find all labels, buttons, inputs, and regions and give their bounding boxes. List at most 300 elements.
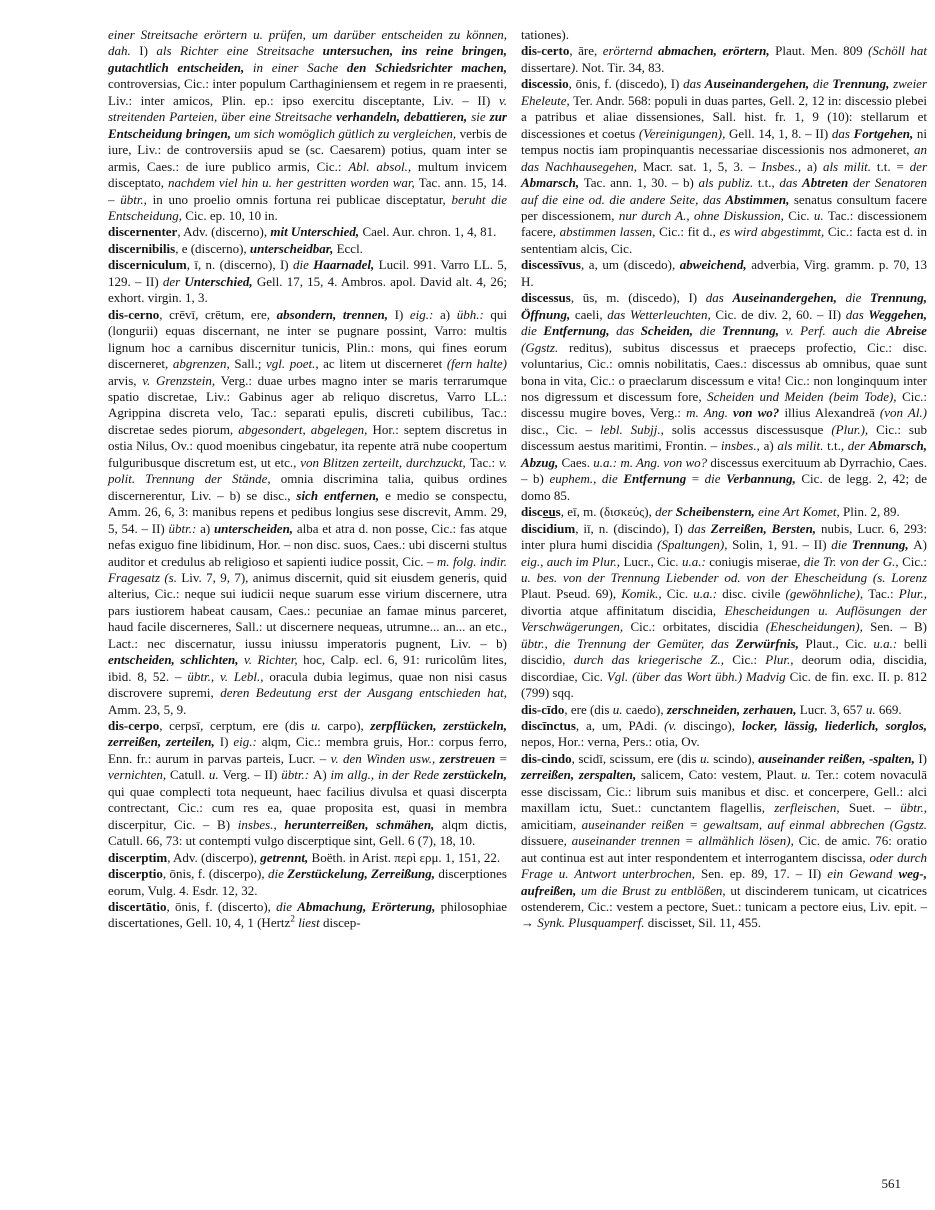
text-run: mit Unterschied, bbox=[270, 224, 363, 240]
text-run: Sen. – B) bbox=[870, 619, 927, 635]
text-run: der Senatoren auf die eine od. die andere Seite, das bbox=[521, 175, 927, 207]
entry-discerptim bbox=[108, 850, 507, 866]
text-run: ein Gewand bbox=[827, 866, 899, 882]
text-run: oder durch Frage u. Antwort unterbrochen, bbox=[521, 849, 927, 882]
entry-discertatio bbox=[108, 899, 507, 932]
text-run: Weggehen, bbox=[868, 306, 927, 322]
text-run: , āre, bbox=[569, 43, 603, 59]
text-run: zur Entscheidung bringen, bbox=[108, 109, 507, 141]
text-run: u. bbox=[801, 767, 816, 783]
text-run: um sich womöglich gütlich zu vergleichen, bbox=[234, 125, 460, 141]
text-run: als Richter eine Streitsache bbox=[156, 43, 323, 59]
text-run: abgesondert, abgelegen, bbox=[238, 421, 373, 437]
text-run: das Wetterleuchten, bbox=[607, 306, 716, 322]
entry-discernenter bbox=[108, 224, 507, 240]
text-run: Tac. ann. 15, 14. – bbox=[108, 175, 508, 207]
text-run: Sall.; bbox=[234, 356, 266, 372]
text-run: carpo), bbox=[327, 718, 371, 734]
text-run: oracula dubia legimus, quae non nisi casus discrovere supremi, bbox=[108, 668, 508, 701]
text-run: Cael. Aur. chron. 1, 4, 81. bbox=[362, 224, 497, 240]
text-run: Abreise bbox=[886, 323, 927, 339]
text-run: , e (discerno), bbox=[175, 240, 250, 256]
text-run: (fern halte) bbox=[446, 356, 507, 372]
text-run: Amm. 23, 5, 9. bbox=[108, 701, 187, 717]
text-run: discīnctus bbox=[521, 718, 576, 734]
text-run: amicitiam, bbox=[521, 816, 582, 832]
text-run: Catull. bbox=[170, 767, 209, 783]
text-run: Lucil. 991. Varro LL. 5, 129. – II) bbox=[108, 257, 507, 289]
text-run: Solin, 1, 91. – II) bbox=[732, 537, 832, 553]
text-run: Ter. Andr. 568: populi in duas partes, Gell. 2, 12 in: discessio plebei a patribus et aliae dissensiones, Sall. hist. fr. 1, 9 (10): stellarum et discessiones et coetus bbox=[521, 92, 927, 141]
text-run: 2 bbox=[290, 914, 295, 925]
text-run: verbis de iure, Liv.: de controversiis apud se (sc. Caesarem) potius, quam inter se armis, Caes.: de iure publico armis, Cic.: bbox=[108, 125, 507, 174]
text-run: I) bbox=[394, 306, 410, 322]
text-run: discep- bbox=[322, 915, 361, 931]
text-run: zerpflücken, zerstückeln, zerreißen, zerteilen, bbox=[108, 718, 507, 750]
text-run: der bbox=[847, 438, 869, 454]
text-run: arvis, bbox=[108, 372, 143, 388]
text-run: m. Ang. bbox=[686, 405, 734, 421]
text-run: I) bbox=[139, 43, 157, 59]
text-run: , a, um, PAdi. bbox=[575, 718, 665, 734]
text-run: v. Grenzstein, bbox=[142, 372, 221, 388]
text-run: liest bbox=[294, 915, 323, 931]
text-run: abgrenzen, bbox=[172, 356, 235, 372]
text-run: übtr.: bbox=[168, 520, 201, 536]
text-run: (Ehescheidungen), bbox=[765, 619, 871, 635]
text-run: übtr.: bbox=[281, 767, 313, 783]
text-run: , ōnis, f. (discedo), I) bbox=[568, 76, 684, 92]
text-run: als milit. bbox=[777, 438, 828, 454]
text-run: Cic. bbox=[666, 586, 694, 602]
text-run: Plaut., Cic. bbox=[805, 635, 874, 651]
text-run: nur durch A., ohne Diskussion, bbox=[618, 207, 789, 223]
entry-discernibilis bbox=[108, 241, 507, 257]
text-run: Zerreißen, Bersten, bbox=[710, 520, 821, 536]
text-run: Abmachung, Erörterung, bbox=[297, 899, 441, 915]
text-run: der bbox=[162, 273, 185, 289]
text-run: das bbox=[683, 76, 705, 92]
text-run: (Spaltungen), bbox=[657, 537, 733, 553]
text-run: 669. bbox=[878, 701, 902, 717]
text-run: dis-cindo bbox=[521, 750, 572, 766]
text-run: , ī, n. (discerno), I) bbox=[186, 257, 293, 273]
text-run: u. bbox=[612, 701, 626, 717]
text-run: Entfernung bbox=[623, 471, 692, 487]
text-run: übtr., bbox=[120, 191, 153, 207]
text-run: discessio bbox=[521, 76, 569, 92]
text-run: Zerwürfnis, bbox=[735, 635, 806, 651]
text-run: das bbox=[687, 520, 711, 536]
entry-discessivus bbox=[521, 257, 927, 290]
text-run: den Schiedsrichter machen, bbox=[346, 59, 507, 75]
text-run: lebl. Subjj., bbox=[600, 421, 672, 437]
text-run: Cic. de fin. exc. II. p. 812 (799) sqq. bbox=[521, 668, 927, 701]
text-run: hoc, Calp. ecl. 6, 91: ruricolûm lites, ibid. 8, 52. – bbox=[108, 652, 507, 684]
text-run: v. Richter, bbox=[243, 652, 304, 668]
text-run: qui (longurii) equas discernant, ne inter se pugnare possint, Varro: multis lignum hoc a carnibus discernitur tunicis, Plin.: mons, qui fines eorum discerneret, bbox=[108, 306, 507, 372]
text-run: deren Bedeutung erst der Ausgang entschieden hat, bbox=[220, 685, 507, 701]
text-run: , ōnis, f. (discerpo), bbox=[162, 866, 268, 882]
text-run: belli discidio, bbox=[521, 635, 927, 668]
text-run: discessus exercituum ab Dyrrachio, Caes. – b) bbox=[521, 454, 927, 487]
text-run: auseinander reißen = gewaltsam, auf einmal abbrechen (Ggstz. bbox=[581, 816, 928, 832]
text-run: übtr., bbox=[900, 800, 928, 816]
entry-discepto-continuation bbox=[108, 27, 507, 224]
text-run: (von Al.) bbox=[879, 405, 928, 421]
text-run: beruht die Entscheidung, bbox=[108, 191, 508, 223]
text-run: zerschneiden, zerhauen, bbox=[666, 701, 800, 717]
text-run: deorum odia, discidia, discordiae, Cic. bbox=[521, 652, 928, 684]
text-run: unterscheidbar, bbox=[249, 240, 337, 256]
text-run: Suet. – bbox=[848, 800, 901, 816]
text-run: Zerstückelung, Zerreißung, bbox=[287, 866, 439, 882]
text-run: dis-cerno bbox=[108, 306, 160, 322]
text-run: Cic. de div. 2, 60. – II) bbox=[715, 306, 846, 322]
text-run: discerptim bbox=[108, 849, 168, 865]
right-column bbox=[521, 27, 927, 932]
text-run: Tac.: bbox=[868, 586, 899, 602]
text-run: (Schöll hat bbox=[868, 43, 927, 59]
text-run: A) bbox=[312, 767, 331, 783]
text-run: auseinander trennen = allmählich lösen), bbox=[571, 833, 799, 849]
text-run: die bbox=[268, 866, 288, 882]
text-run: u. bbox=[208, 767, 223, 783]
text-run: auseinander reißen, -spalten, bbox=[758, 750, 919, 766]
text-run: , crēvī, crētum, ere, bbox=[159, 306, 277, 322]
text-run: übh.: bbox=[456, 306, 491, 322]
text-run: das bbox=[831, 125, 854, 141]
text-run: Abmarsch, Abzug, bbox=[521, 438, 927, 470]
text-run: Trennung, Öffnung, bbox=[521, 290, 927, 322]
text-run: t.t., bbox=[757, 175, 780, 191]
text-run: discessus bbox=[521, 290, 571, 306]
text-run: Insbes., bbox=[761, 158, 807, 174]
text-run: Tac. ann. 1, 30. – b) bbox=[583, 175, 699, 191]
text-run: sie bbox=[471, 109, 490, 125]
text-run: disc bbox=[521, 504, 543, 520]
text-run: discerptiones eorum, Vulg. 4. Esdr. 12, 32. bbox=[108, 866, 507, 898]
text-run: discernenter bbox=[108, 224, 178, 240]
text-run: Entfernung, bbox=[543, 323, 617, 339]
text-run: tationes). bbox=[521, 27, 570, 42]
left-column bbox=[108, 27, 507, 932]
text-run: = bbox=[499, 750, 507, 766]
text-run: Plur., bbox=[765, 652, 802, 668]
text-run: dissuere, bbox=[521, 833, 572, 849]
text-run: übtr., die Trennung der Gemüter, das bbox=[521, 635, 736, 651]
text-run: discerniculum bbox=[108, 257, 187, 273]
text-run: I) bbox=[219, 734, 234, 750]
text-run: Abstimmen, bbox=[725, 191, 794, 207]
text-run: m. folg. indir. Fragesatz (s. bbox=[108, 553, 507, 585]
text-run: Cic. ep. 10, 10 in. bbox=[185, 207, 278, 223]
text-run: Abtreten bbox=[802, 175, 853, 191]
text-run: Plaut. Pseud. 69), bbox=[521, 586, 622, 602]
text-run: Boëth. in Arist. περὶ ερμ. 1, 151, 22. bbox=[311, 849, 501, 865]
text-run: vernichten, bbox=[108, 767, 170, 783]
text-run: dis-cerpo bbox=[108, 718, 160, 734]
text-run: Plaut. Men. 809 bbox=[775, 43, 869, 59]
text-run: als publiz. bbox=[698, 175, 758, 191]
text-run: zerreißen, zerspalten, bbox=[521, 767, 641, 783]
text-run: alqm dictis, Catull. 66, 73: ut contempti vulgo discerptique sint, Gell. 6 (7), 18, 10. bbox=[108, 816, 508, 849]
text-run: das bbox=[779, 175, 803, 191]
text-run: dis-certo bbox=[521, 43, 570, 59]
text-run: die bbox=[812, 76, 833, 92]
text-run: Plur., bbox=[898, 586, 927, 602]
text-run: Cic.: fit d., bbox=[659, 224, 720, 240]
text-run: die bbox=[276, 899, 298, 915]
text-run: getrennt, bbox=[260, 849, 312, 865]
text-run: adverbia, Virg. gramm. p. 70, 13 H. bbox=[521, 257, 927, 289]
text-run: Eccl. bbox=[336, 240, 363, 256]
text-run: , iī, n. (discindo), I) bbox=[575, 520, 688, 536]
text-run: discessīvus bbox=[521, 257, 581, 273]
text-run: omnia discrimina talia, quibus ordines discernerentur, Liv. – b) se disc., bbox=[108, 471, 507, 503]
text-run: Lucr., Cic. bbox=[623, 553, 682, 569]
text-run: u.a.: bbox=[681, 553, 710, 569]
text-run: A) bbox=[913, 537, 927, 553]
text-run: , eī, m. (δισκεύς), bbox=[560, 504, 656, 520]
text-run: Cic.: discessu mugire boves, Verg.: bbox=[521, 388, 927, 421]
text-run: an das Nachhausegehen, bbox=[521, 142, 927, 174]
text-run: a) bbox=[439, 306, 457, 322]
text-run: insbes., bbox=[720, 438, 764, 454]
text-run: um die Brust zu entblößen, bbox=[580, 882, 731, 898]
entry-discessio bbox=[521, 76, 927, 257]
entry-discerptio bbox=[108, 866, 507, 899]
text-run: Abmarsch, bbox=[521, 175, 584, 191]
text-run: untersuchen, ins reine bringen, gutachtlich entscheiden, bbox=[108, 43, 507, 75]
text-run: philosophiae discertationes, Gell. 10, 4, 1 (Hertz bbox=[108, 899, 507, 931]
text-run: Unterschied, bbox=[184, 273, 257, 289]
text-run: Trennung, bbox=[832, 76, 894, 92]
text-run: I) bbox=[918, 750, 927, 766]
text-run: (v. bbox=[664, 718, 684, 734]
text-run: u. bes. von der Trennung Liebender od. von der Ehescheidung (s. Lorenz bbox=[521, 569, 927, 585]
text-run: Trennung, bbox=[722, 323, 786, 339]
text-run: in uno proelio omnis fortuna rei publicae disceptatur, bbox=[152, 191, 452, 207]
text-run: die bbox=[831, 537, 852, 553]
text-run: , cerpsī, cerptum, ere (dis bbox=[159, 718, 312, 734]
page-number: 561 bbox=[881, 1176, 901, 1191]
text-run: Scheiden und Meiden (beim Tode), bbox=[707, 388, 903, 404]
text-run: discerptio bbox=[108, 866, 163, 882]
text-run: zweier Eheleute, bbox=[521, 76, 928, 108]
text-run: u.a.: bbox=[873, 635, 904, 651]
text-run: von wo? bbox=[733, 405, 785, 421]
text-run: Gell. 14, 1, 8. – II) bbox=[729, 125, 832, 141]
text-run: multum invicem disceptato, bbox=[108, 158, 507, 191]
text-run: Komik., bbox=[621, 586, 667, 602]
text-run: herunterreißen, schmähen, bbox=[284, 816, 442, 832]
text-run: weg-, aufreißen, bbox=[521, 866, 927, 898]
text-run: Cic.: bbox=[902, 553, 927, 569]
text-run: Sen. ep. 89, 17. – II) bbox=[700, 866, 828, 882]
text-run: übtr., v. Lebl., bbox=[187, 668, 270, 684]
text-run: der bbox=[655, 504, 676, 520]
text-run: Macr. sat. 1, 5, 3. – bbox=[642, 158, 762, 174]
text-run: v. den Winden usw., bbox=[330, 750, 440, 766]
text-run: , ūs, m. (discedo), I) bbox=[570, 290, 706, 306]
text-run: u. bbox=[865, 701, 879, 717]
text-run: eig.: bbox=[409, 306, 440, 322]
text-run: v. polit. Trennung der Stände, bbox=[108, 454, 507, 487]
entry-dis-certo bbox=[521, 43, 927, 76]
text-run: nachdem viel hin u. her gestritten worden war, bbox=[167, 175, 419, 191]
text-run: Verbannung, bbox=[726, 471, 802, 487]
text-run: t.t., bbox=[827, 438, 848, 454]
text-run: Plin. 2, 89. bbox=[843, 504, 900, 520]
text-run: Cic.: facta est d. in sententiam alcis, Cic. bbox=[521, 224, 927, 256]
text-run: einer Streitsache erörtern u. prüfen, um darüber entscheiden zu können, dah. bbox=[108, 27, 507, 59]
text-run: zerstreuen bbox=[439, 750, 500, 766]
text-run: disc., Cic. – bbox=[521, 421, 600, 437]
text-run: Verg. – II) bbox=[222, 767, 282, 783]
text-run: die bbox=[704, 471, 727, 487]
text-run: (Plur.), bbox=[831, 421, 877, 437]
text-run: abmachen, erörtern, bbox=[658, 43, 776, 59]
text-run: insbes., bbox=[237, 816, 285, 832]
text-run: vgl. poet., bbox=[266, 356, 324, 372]
entry-dis-cido bbox=[521, 702, 927, 718]
text-run: Cic. de amic. 76: oratio aut continua est aut inter respondentem et interrogantem discissa, bbox=[521, 833, 927, 865]
text-run: Tac.: discessionem facere, bbox=[521, 207, 928, 240]
text-run: es wird abgestimmt, bbox=[719, 224, 828, 240]
text-run: unterscheiden, bbox=[213, 520, 297, 536]
text-run: = bbox=[691, 471, 705, 487]
text-run: eig.: bbox=[233, 734, 262, 750]
entry-discidium bbox=[521, 521, 927, 702]
text-run: discernibilis bbox=[108, 240, 176, 256]
text-run: , Adv. (discerno), bbox=[177, 224, 271, 240]
text-run: Tac.: bbox=[469, 454, 499, 470]
text-run: Vgl. (über das Wort übh.) Madvig bbox=[606, 668, 790, 684]
text-run: Cic.: orbitates, discidia bbox=[630, 619, 766, 635]
text-run: sich entfernen, bbox=[296, 487, 386, 503]
entry-disceus bbox=[521, 504, 927, 520]
text-run: Liv. 7, 9, 7), animus discernit, quid sit eiusdem generis, quid alterius, Cic.: neque sui iudicii neque suarum esse virium discernere, utra pars iustiorem habeat causam, Caes.: pecuniae an famae minus parceret, haud facile discerneres, Sall.: ut discernere nequeas, utrumne... an... an etc., Lact.: nec discernatur, iussu iniussu imperatoris pugnent, Liv. – b) bbox=[108, 569, 507, 651]
text-run: das bbox=[705, 290, 733, 306]
text-run: divortia atque affinitatum discidia, bbox=[521, 602, 725, 618]
text-run: von Blitzen zerteilt, durchzuckt, bbox=[300, 454, 470, 470]
text-run: , a, um (discedo), bbox=[580, 257, 680, 273]
text-run: Caes. bbox=[561, 454, 594, 470]
text-run: ut discinderem tunicam, ut cicatrices ostenderem, Cic.: vestem a pectore, Suet.: tunicam a pectore eius, Liv. epit. – → bbox=[521, 882, 928, 931]
text-run: nepos, Hor.: verna, Pers.: otia, Ov. bbox=[521, 734, 700, 750]
text-run: dissertare bbox=[521, 59, 571, 75]
text-run: illius Alexandreā bbox=[784, 405, 880, 421]
entry-discertatio-continuation bbox=[521, 27, 927, 43]
text-run: u.a.: bbox=[693, 586, 723, 602]
text-run: Cic. de legg. 2, 42; de domo 85. bbox=[521, 471, 927, 503]
text-run: ni tempus noctis iam propinquantis necessariae discessionis nos admoneret, bbox=[521, 125, 928, 158]
text-run: t.t. = bbox=[876, 158, 910, 174]
text-run: Haarnadel, bbox=[313, 257, 379, 273]
text-run: Auseinandergehen, bbox=[732, 290, 846, 306]
text-run: Lucr. 3, 657 bbox=[799, 701, 866, 717]
text-run: disc. civile bbox=[722, 586, 786, 602]
text-run: in einer Sache bbox=[252, 59, 347, 75]
text-run: caedo), bbox=[625, 701, 667, 717]
text-run: s bbox=[555, 504, 561, 520]
text-run: u.a.: m. Ang. von wo? bbox=[593, 454, 711, 470]
text-run: die bbox=[699, 323, 723, 339]
text-run: Ehescheidungen u. Auflösungen der Verschwägerungen, bbox=[521, 602, 927, 635]
text-run: alba et atra d. non posse, Cic.: fas atque nefas exiguo fine libidinum, Hor. – non disc. suos, Caes.: ubi discerni stultus auditor et credulus ab religioso et sapienti iudice possit, Cic. – bbox=[108, 520, 507, 569]
text-run: locker, lässig, liederlich, sorglos, bbox=[741, 718, 928, 734]
text-run: Abl. absol., bbox=[348, 158, 418, 174]
text-run: u. bbox=[813, 207, 828, 223]
text-run: abweichend, bbox=[679, 257, 752, 273]
text-run: der bbox=[909, 158, 928, 174]
text-run: als milit. bbox=[822, 158, 877, 174]
entry-discessus bbox=[521, 290, 927, 504]
text-run: das bbox=[845, 306, 869, 322]
text-run: u. bbox=[699, 750, 714, 766]
text-run: caeli, bbox=[574, 306, 608, 322]
text-run: reditus), subitus discessus et praeceps profectio, Cic.: disc. voluntarius, Cic.: omnis nobilitatis, Caes.: discessus ab omnibus, quae sunt bona in vita, Cic.: o praeclarum discessum e vita! Cic.: non longinquum inter nos digressum et discessum fore, bbox=[521, 339, 927, 404]
text-run: zerstückeln, bbox=[443, 767, 508, 783]
text-run: Cic.: sub discessum aestus maritimi, Frontin. – bbox=[521, 421, 927, 454]
text-run: Verg.: duae urbes magno inter se maris terrarumque spatio discretae, Liv.: Gabinus ager ab reliquo discretus, Varro LL.: Agrippina discreta velo, Tac.: separati epulis, discreti cubilibus, Tac.: discretae sedes piorum, bbox=[108, 372, 508, 437]
text-run: . Not. Tir. 34, 83. bbox=[575, 59, 665, 75]
text-run: controversias, Cic.: inter populum Carthaginiensem et regem in re praesenti, Liv.: inter amicos, Plin. ep.: ipso exercitu disceptante, Liv. – II) bbox=[108, 76, 507, 108]
entry-dis-cerpo bbox=[108, 718, 507, 850]
text-run: durch das kriegerische Z., bbox=[573, 652, 733, 668]
text-run: discisset, Sil. 11, 455. bbox=[647, 915, 762, 931]
entry-dis-cerno bbox=[108, 307, 507, 718]
text-run: Scheibenstern, bbox=[675, 504, 759, 520]
text-run: die bbox=[845, 290, 871, 306]
text-run: euphem., die bbox=[549, 471, 624, 487]
text-run: (Vereinigungen), bbox=[638, 125, 730, 141]
text-run: discertātio bbox=[108, 899, 167, 915]
text-run: Synk. Plusquamperf. bbox=[537, 915, 648, 931]
text-run: discingo), bbox=[683, 718, 742, 734]
text-run: nubis, Lucr. 6, 293: inter plura humi discidia bbox=[521, 520, 928, 553]
text-run: a) bbox=[200, 520, 214, 536]
text-run: salicem, Cato: vestem, Plaut. bbox=[640, 767, 802, 783]
text-run: Auseinandergehen, bbox=[704, 76, 813, 92]
text-run: im allg., in der Rede bbox=[330, 767, 444, 783]
text-run: Scheiden, bbox=[640, 323, 700, 339]
text-run: e medio se conspectu, Amm. 26, 6, 3: manibus repens et pedibus longius sese discrevit, Amm. 29, 5, 54. – II) bbox=[108, 487, 508, 536]
text-run: a) bbox=[806, 158, 823, 174]
entry-discinctus bbox=[521, 718, 927, 751]
entry-dis-cindo bbox=[521, 751, 927, 932]
text-run: , ere (dis bbox=[564, 701, 613, 717]
text-run: dis-cīdo bbox=[521, 701, 565, 717]
text-run: senatus consultum facere per discessionem, bbox=[521, 191, 927, 223]
text-run: eu bbox=[542, 504, 556, 520]
text-run: solis accessus discessusque bbox=[671, 421, 832, 437]
text-run: a) bbox=[763, 438, 778, 454]
text-run: qui quae complecti tota nequeunt, haec facilius divulsa et quasi discerpta contrectant, Cic.: cum res ea, quae proposita est, quasi in membra discerpitur, Cic. – B) bbox=[108, 783, 507, 832]
text-run: die bbox=[521, 323, 544, 339]
text-run: die Tr. von der G., bbox=[803, 553, 903, 569]
text-run: (Ggstz. bbox=[521, 339, 570, 355]
text-run: absondern, trennen, bbox=[276, 306, 395, 322]
text-run: Cic.: bbox=[732, 652, 766, 668]
text-run: zerfleischen, bbox=[774, 800, 849, 816]
text-run: eine Art Komet, bbox=[758, 504, 844, 520]
text-run: coniugis miserae, bbox=[709, 553, 804, 569]
text-run: Ter.: cotem novaculā esse discissam, Cic.: librum suis manibus et disc. et concerpere, Gell.: alci maxillam ictu, Suet.: cunctantem flagellis, bbox=[521, 767, 927, 816]
text-run: entscheiden, schlichten, bbox=[108, 652, 244, 668]
text-run: alqm, Cic.: membra gruis, Hor.: corpus ferro, Enn. fr.: aurum in parvas parteis, Lucr. – bbox=[108, 734, 507, 766]
